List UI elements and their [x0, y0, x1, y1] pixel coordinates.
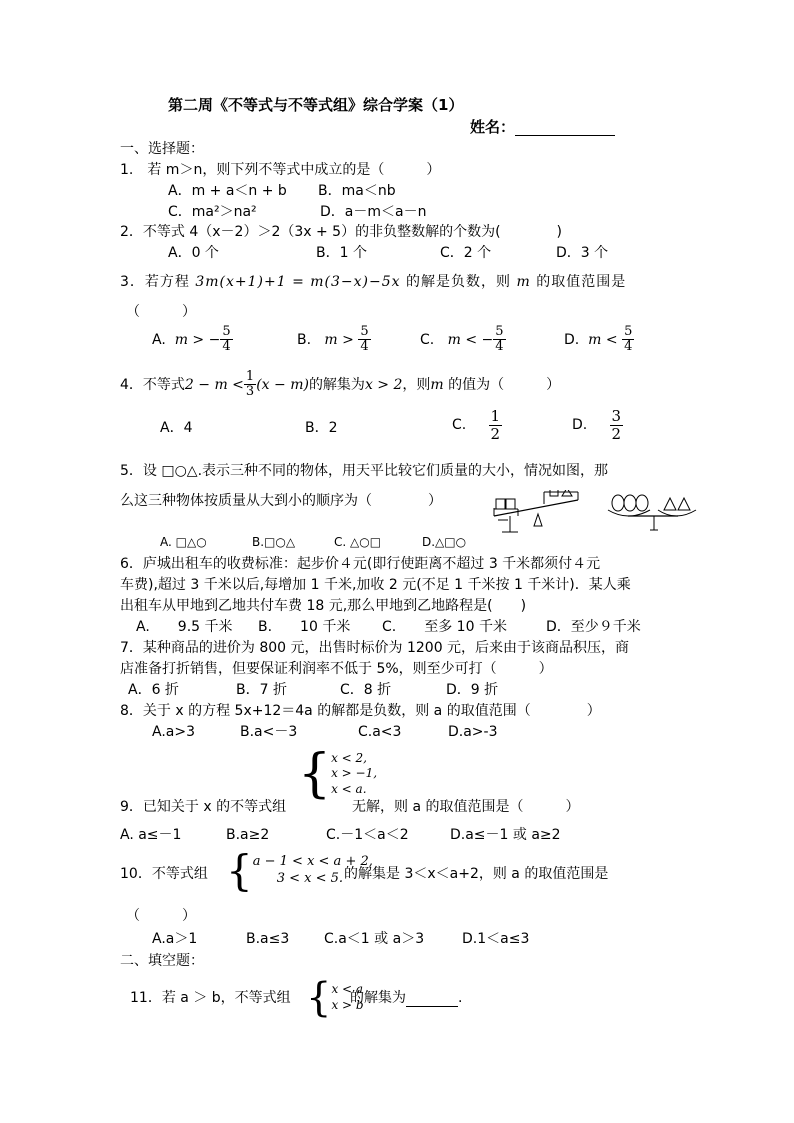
question-3-option-b: B. m > $\frac{5}{4}$ [297, 324, 369, 355]
question-7-option-d: D．9 折 [446, 682, 499, 698]
question-10-stem-pre: 10．不等式组 [120, 866, 208, 882]
question-1-option-d: D．a－m＜a－n [320, 204, 427, 220]
question-2-option-c: C．2 个 [440, 245, 492, 261]
question-4-stem: 4．不等式2 − m < $\frac{1}{3}$ (x − m)的解集为x > 2，则m 的值为（ ） [120, 369, 561, 400]
question-9-stem-post: 无解，则 a 的取值范围是（ ） [352, 799, 580, 815]
question-2-stem: 2．不等式 4（x－2）＞2（3x + 5）的非负整数解的个数为( ) [120, 224, 563, 240]
question-8-option-d: D.a>-3 [448, 724, 498, 740]
question-1-stem: 1. 若 m＞n，则下列不等式中成立的是（ ） [120, 162, 441, 178]
question-7-option-c: C．8 折 [340, 682, 392, 698]
name-label: 姓名： [470, 118, 516, 136]
question-4-option-b: B．2 [305, 420, 338, 436]
question-3-equation: 3m(x+1)+1 = m(3−x)−5x [195, 274, 401, 290]
question-1-option-b: B．ma＜nb [318, 183, 396, 199]
question-10-option-b: B.a≤3 [246, 931, 290, 947]
question-5-option-a: A. □△○ [160, 535, 207, 549]
question-3-option-c: C. m < − $\frac{5}{4}$ [420, 324, 504, 355]
question-6-line-1: 6．庐城出租车的收费标准：起步价４元(即行使距离不超过 3 千米都须付４元 [120, 556, 601, 572]
question-1-option-a: A．m + a＜n + b [168, 183, 287, 199]
question-11-stem-pre: 11．若 a ＞ b，不等式组 [130, 990, 291, 1006]
question-11-blank[interactable] [406, 992, 458, 1007]
question-3-stem: 3．若方程 3m(x+1)+1 = m(3−x)−5x 的解是负数，则 m 的取值范围是 [120, 274, 627, 290]
question-9-option-a: A. a≤－1 [120, 827, 182, 843]
section-heading-choice: 一、选择题： [120, 141, 204, 157]
page-title: 第二周《不等式与不等式组》综合学案（1） [168, 96, 464, 114]
balance-scale-figure-1 [488, 490, 588, 550]
question-3-paren: （ ） [126, 304, 196, 320]
question-7-line-2: 店准备打折销售，但要保证利润率不低于 5%，则至少可打（ ） [120, 661, 553, 677]
question-5-option-b: B.□○△ [252, 535, 296, 549]
question-5-option-d: D.△□○ [422, 535, 467, 549]
question-6-option-a: A. 9.5 千米 [136, 619, 233, 635]
section-heading-fill-in: 二、填空题： [120, 953, 204, 969]
question-11-answer: 的解集为 . [350, 990, 463, 1006]
question-6-option-b: B. 10 千米 [258, 619, 351, 635]
question-9-option-c: C.－1＜a＜2 [326, 827, 409, 843]
question-6-option-d: D．至少９千米 [546, 619, 641, 635]
question-2-option-d: D．3 个 [556, 245, 609, 261]
name-blank[interactable] [515, 121, 615, 136]
question-7-line-1: 7．某种商品的进价为 800 元，出售时标价为 1200 元，后来由于该商品积压，商 [120, 640, 630, 656]
question-10-system: { a − 1 < x < a + 2, 3 < x < 5. [226, 846, 373, 895]
question-6-line-3: 出租车从甲地到乙地共付车费 18 元,那么甲地到乙地路程是( ) [120, 598, 527, 614]
question-3-option-d: D. m < $\frac{5}{4}$ [564, 324, 633, 355]
question-10-stem-post: 的解集是 3＜x＜a+2，则 a 的取值范围是 [344, 866, 609, 882]
question-8-option-c: C.a<3 [358, 724, 402, 740]
question-5-line-2: 么这三种物体按质量从大到小的顺序为（ ） [120, 493, 442, 509]
question-2-option-a: A．0 个 [168, 245, 219, 261]
question-9-stem-pre: 9．已知关于 x 的不等式组 [120, 799, 287, 815]
question-4-option-a: A．4 [160, 420, 193, 436]
question-1-option-c: C．ma²＞na² [168, 204, 257, 220]
question-4-option-d: D. $\frac{3}{2}$ [572, 407, 622, 443]
question-10-option-c: C.a＜1 或 a＞3 [324, 931, 425, 947]
question-8-stem: 8．关于 x 的方程 5x+12＝4a 的解都是负数，则 a 的取值范围（ ） [120, 703, 601, 719]
balance-scale-figure-2 [606, 490, 702, 550]
question-9-system: { x < 2, x > −1, x < a. [298, 744, 378, 804]
question-4-option-c: C. $\frac{1}{2}$ [452, 407, 501, 443]
question-9-option-d: D.a≤－1 或 a≥2 [450, 827, 561, 843]
question-5-line-1: 5．设 □○△.表示三种不同的物体，用天平比较它们质量的大小，情况如图，那 [120, 463, 609, 479]
question-10-paren: （ ） [126, 908, 196, 924]
question-7-option-a: A．6 折 [128, 682, 179, 698]
question-8-option-a: A.a>3 [152, 724, 195, 740]
question-2-option-b: B．1 个 [316, 245, 367, 261]
question-10-option-a: A.a＞1 [152, 931, 198, 947]
question-11-system: { x < a x > b [306, 975, 364, 1021]
question-10-option-d: D.1＜a≤3 [462, 931, 530, 947]
question-3-option-a: A. m > − $\frac{5}{4}$ [152, 324, 231, 355]
question-9-option-b: B.a≥2 [226, 827, 270, 843]
name-field [470, 118, 615, 136]
question-5-option-c: C. △○□ [334, 535, 382, 549]
question-7-option-b: B．7 折 [236, 682, 287, 698]
question-6-line-2: 车费),超过 3 千米以后,每增加 1 千米,加收 2 元(不足 1 千米按 1 千米计)．某人乘 [120, 577, 631, 593]
question-8-option-b: B.a<－3 [240, 724, 298, 740]
question-6-option-c: C. 至多 10 千米 [382, 619, 507, 635]
